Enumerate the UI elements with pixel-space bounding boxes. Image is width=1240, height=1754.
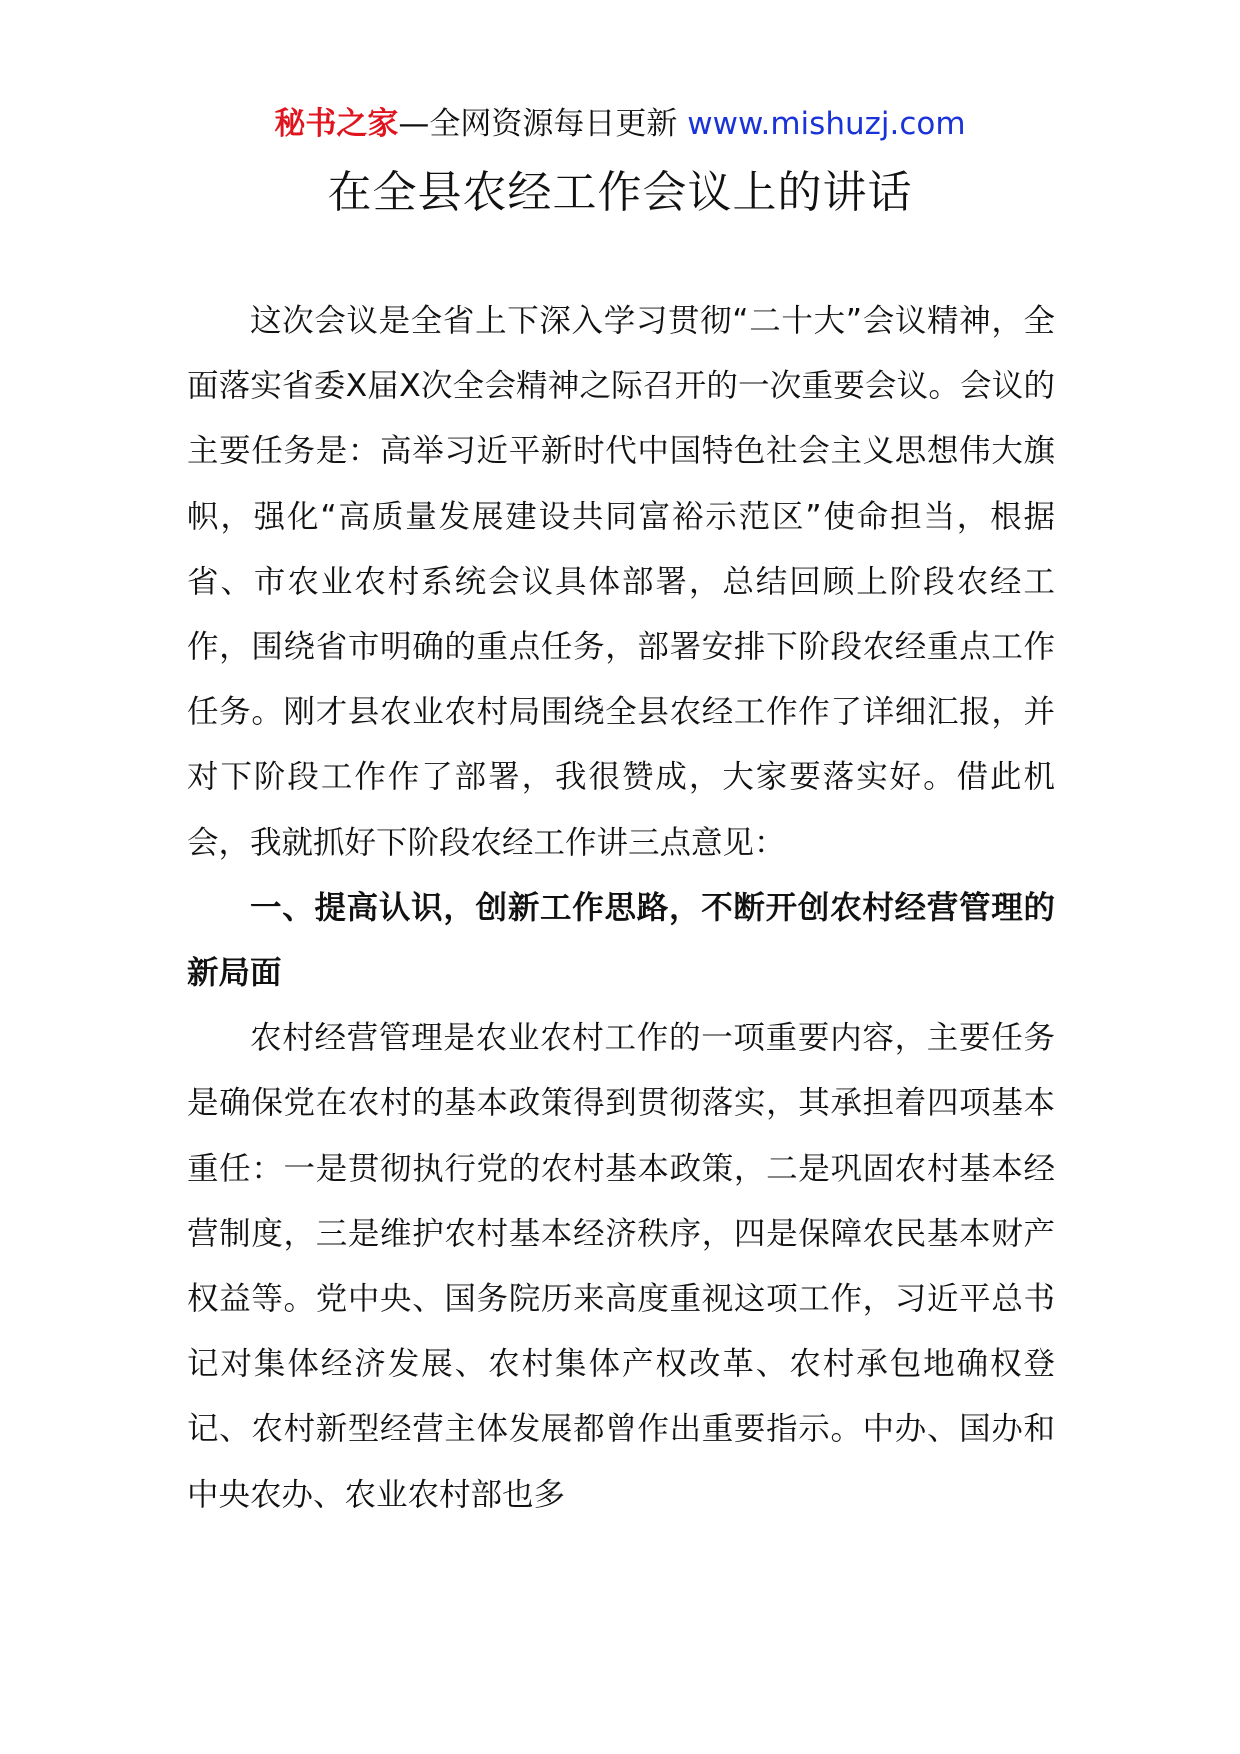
brand-name: 秘书之家	[274, 106, 399, 142]
document-body	[187, 289, 1055, 1528]
header-banner	[0, 102, 1240, 146]
paragraph-intro: 这次会议是全省上下深入学习贯彻“二十大”会议精神，全面落实省委X届X次全会精神之际召开的一次重要会议。会议的主要任务是：高举习近平新时代中国特色社会主义思想伟大旗帜，强化“高质量发展建设共同富裕示范区”使命担当，根据省、市农业农村系统会议具体部署，总结回顾上阶段农经工作，围绕省市明确的重点任务，部署安排下阶段农经重点工作任务。刚才县农业农村局围绕全县农经工作作了详细汇报，并对下阶段工作作了部署，我很赞成，大家要落实好。借此机会，我就抓好下阶段农经工作讲三点意见：	[187, 303, 1055, 861]
site-link[interactable]: www.mishuzj.com	[687, 106, 966, 142]
section-heading-1: 一、提高认识，创新工作思路，不断开创农村经营管理的新局面	[187, 889, 1055, 992]
paragraph-section-1: 农村经营管理是农业农村工作的一项重要内容，主要任务是确保党在农村的基本政策得到贯彻落实，其承担着四项基本重任：一是贯彻执行党的农村基本政策，二是巩固农村基本经营制度，三是维护农村基本经济秩序，四是保障农民基本财产权益等。党中央、国务院历来高度重视这项工作，习近平总书记对集体经济发展、农村集体产权改革、农村承包地确权登记、农村新型经营主体发展都曾作出重要指示。中办、国办和中央农办、农业农村部也多	[187, 1020, 1055, 1513]
slogan-text: —全网资源每日更新	[398, 106, 688, 142]
document-title: 在全县农经工作会议上的讲话	[327, 167, 913, 218]
